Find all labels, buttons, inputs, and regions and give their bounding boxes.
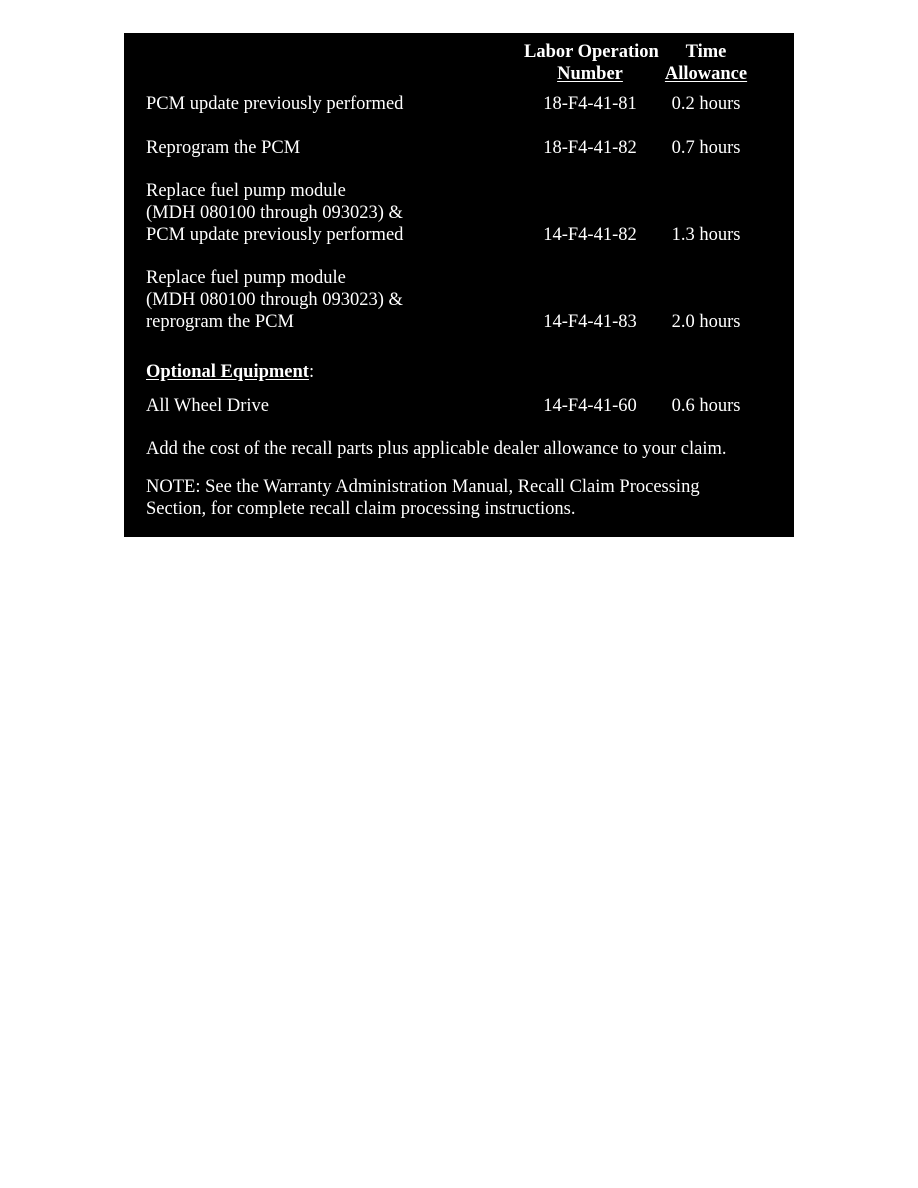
row-labor-op: 14-F4-41-83 bbox=[543, 312, 637, 332]
row-labor-op: 14-F4-41-82 bbox=[543, 225, 637, 245]
row-description: PCM update previously performed bbox=[146, 94, 404, 114]
time-header-line1: Time bbox=[685, 42, 727, 62]
row-description-line: Replace fuel pump module bbox=[146, 181, 346, 201]
row-description: All Wheel Drive bbox=[146, 396, 269, 416]
optional-equipment-label: Optional Equipment bbox=[146, 362, 309, 382]
row-description-line: Replace fuel pump module bbox=[146, 268, 346, 288]
labor-operation-header bbox=[524, 41, 659, 85]
row-description bbox=[146, 267, 403, 333]
row-labor-op: 14-F4-41-60 bbox=[543, 396, 637, 416]
time-header-line2: Allowance bbox=[664, 64, 748, 84]
row-time: 1.3 hours bbox=[671, 225, 741, 245]
row-labor-op: 18-F4-41-82 bbox=[543, 138, 637, 158]
row-description-line: (MDH 080100 through 093023) & bbox=[146, 290, 403, 310]
processing-note-line: NOTE: See the Warranty Administration Manual, Recall Claim Processing bbox=[146, 477, 700, 497]
labor-allowance-panel bbox=[124, 33, 794, 537]
row-labor-op: 18-F4-41-81 bbox=[543, 94, 637, 114]
row-description-line: PCM update previously performed bbox=[146, 225, 404, 245]
labor-header-line2: Number bbox=[557, 64, 623, 84]
row-description-line: reprogram the PCM bbox=[146, 312, 294, 332]
cost-note: Add the cost of the recall parts plus applicable dealer allowance to your claim. bbox=[146, 439, 727, 459]
row-description-line: (MDH 080100 through 093023) & bbox=[146, 203, 403, 223]
processing-note-line: Section, for complete recall claim processing instructions. bbox=[146, 499, 576, 519]
optional-equipment-heading bbox=[146, 361, 314, 383]
row-time: 0.2 hours bbox=[671, 94, 741, 114]
row-time: 2.0 hours bbox=[671, 312, 741, 332]
row-time: 0.6 hours bbox=[671, 396, 741, 416]
labor-header-line1: Labor Operation bbox=[524, 42, 659, 62]
row-description: Reprogram the PCM bbox=[146, 138, 301, 158]
row-time: 0.7 hours bbox=[671, 138, 741, 158]
processing-note bbox=[146, 476, 700, 520]
optional-equipment-colon: : bbox=[308, 362, 315, 382]
row-description bbox=[146, 180, 403, 246]
time-allowance-header bbox=[656, 41, 756, 85]
